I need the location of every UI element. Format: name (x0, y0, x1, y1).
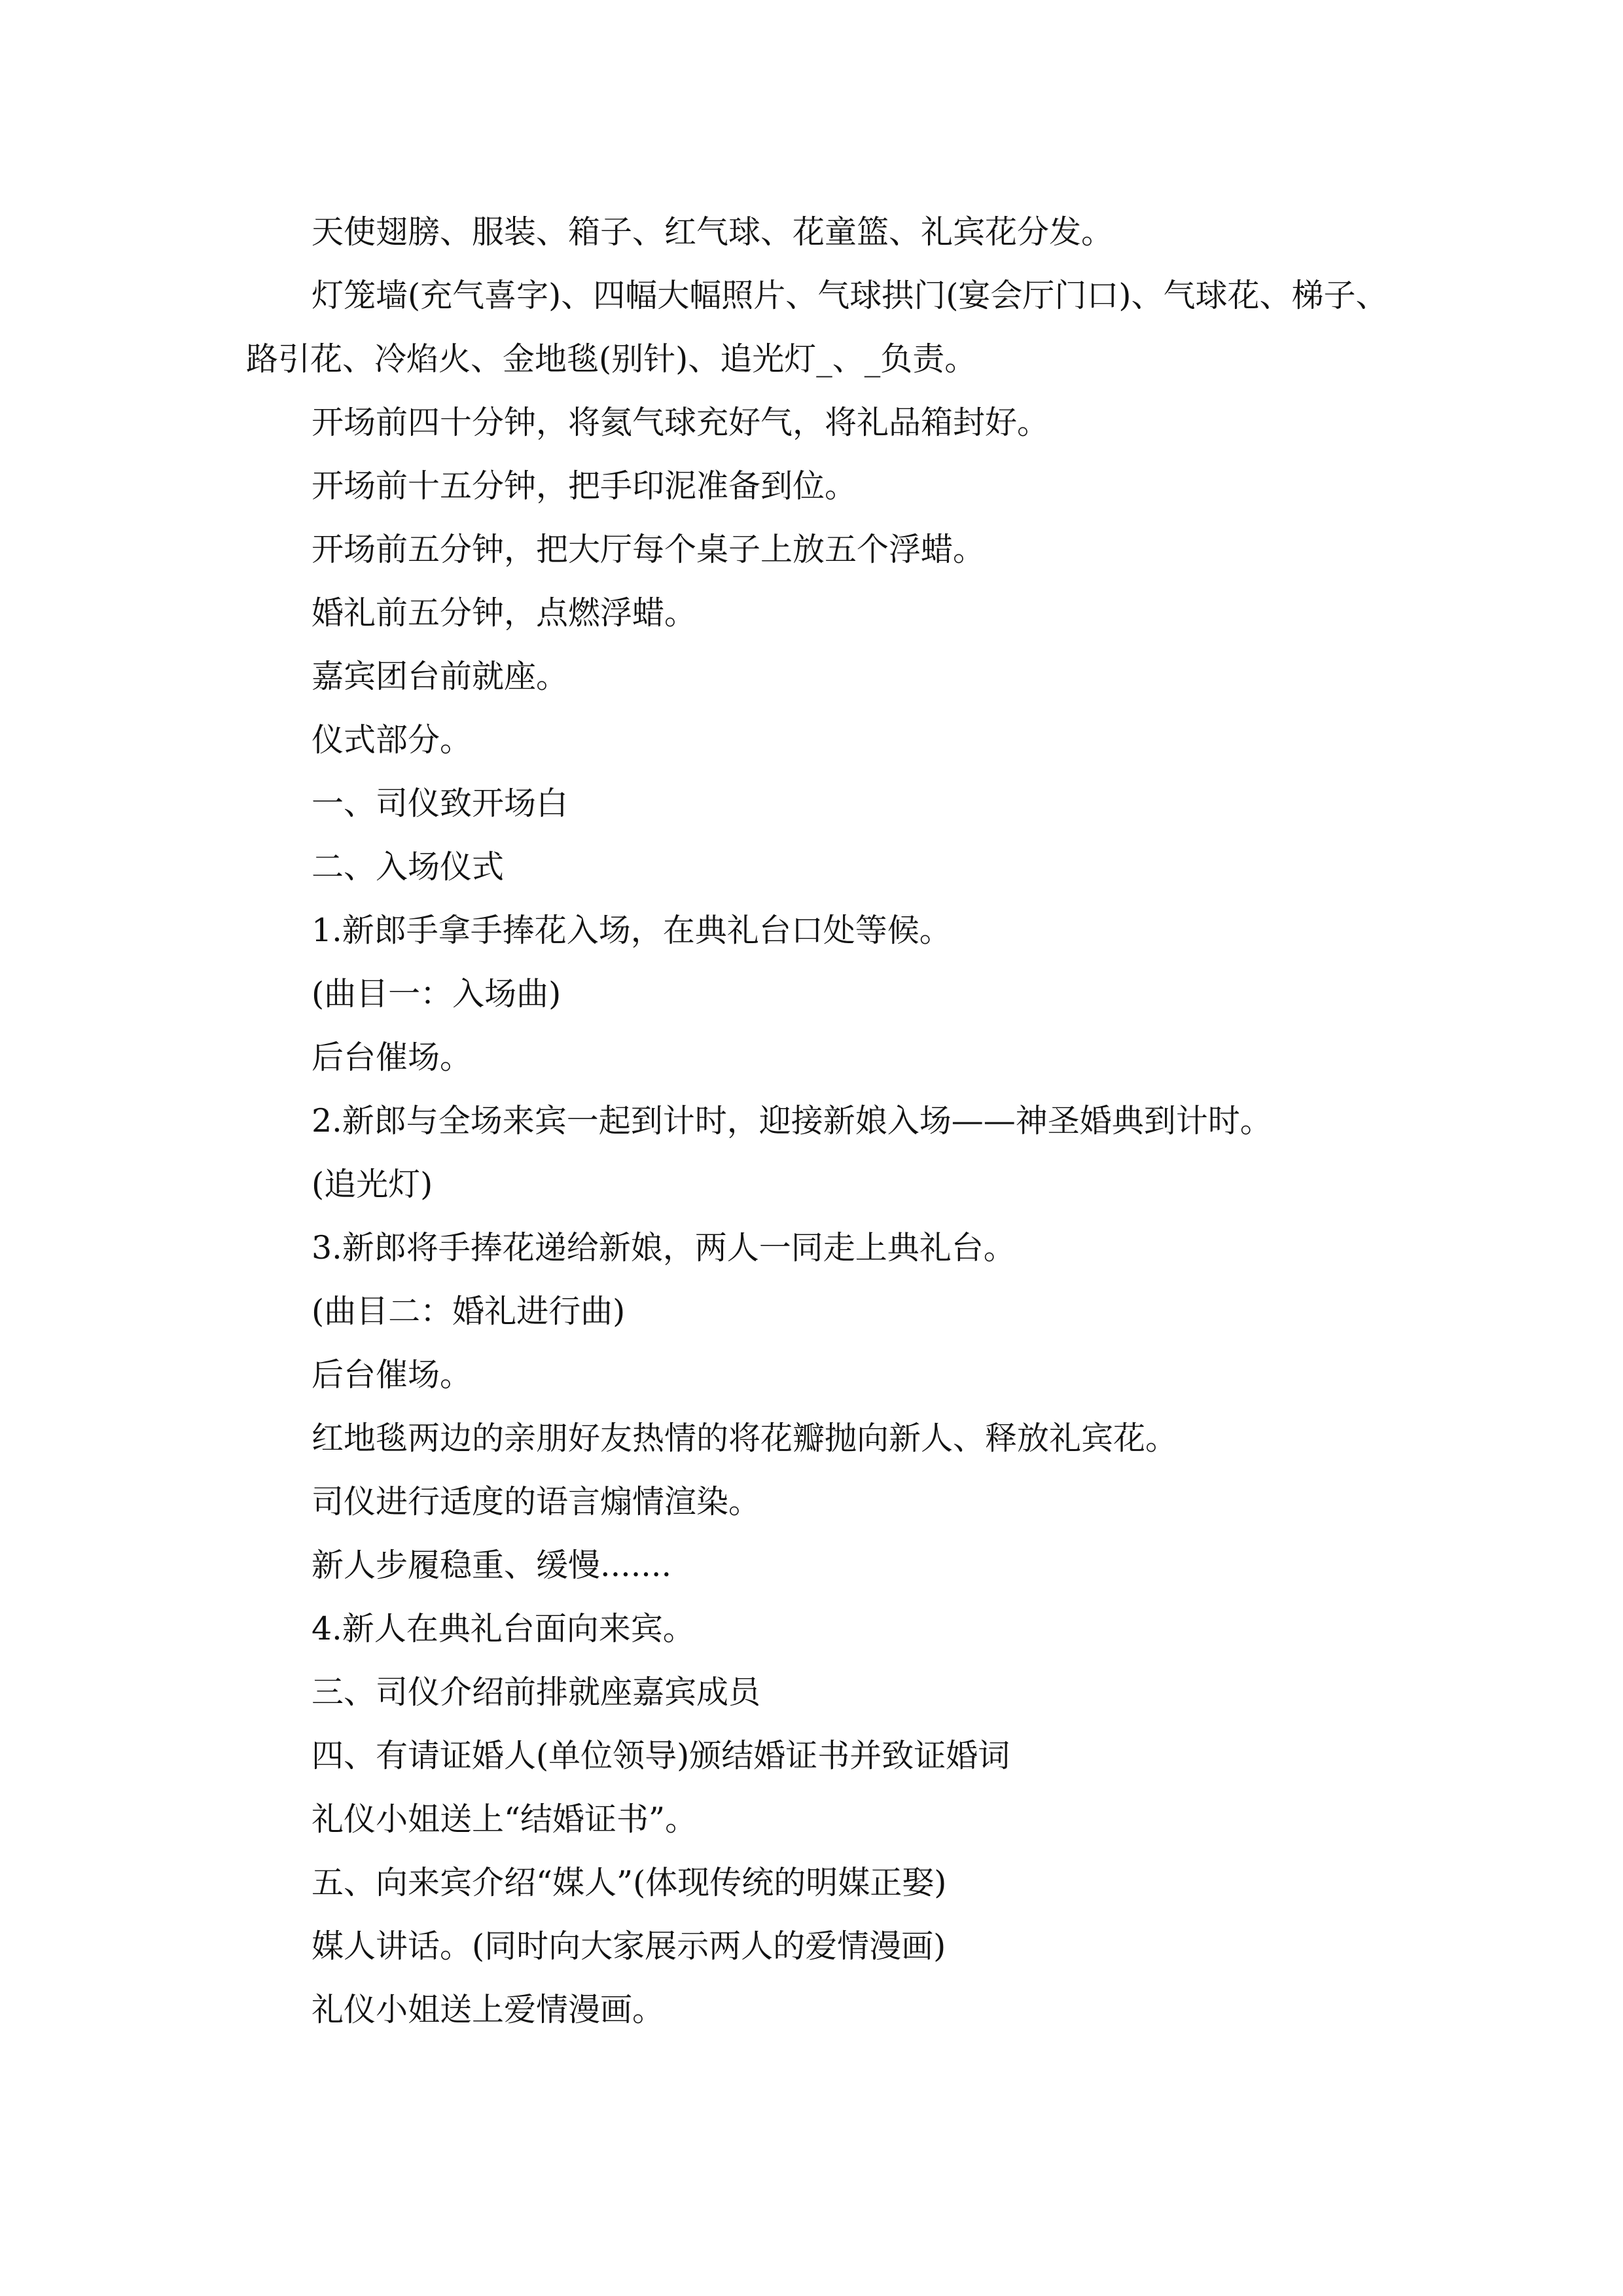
paragraph: 4.新人在典礼台面向来宾。 (312, 1610, 695, 1647)
section-heading: 一、司仪致开场白 (312, 785, 569, 822)
paragraph: 后台催场。 (312, 1356, 473, 1393)
paragraph: (追光灯) (312, 1166, 433, 1203)
paragraph: 开场前四十分钟，将氦气球充好气，将礼品箱封好。 (312, 404, 1050, 441)
paragraph: 开场前五分钟，把大厅每个桌子上放五个浮蜡。 (312, 531, 986, 568)
paragraph: 媒人讲话。(同时向大家展示两人的爱情漫画) (312, 1928, 946, 1965)
document-body (246, 200, 1418, 2041)
paragraph: (曲目二：婚礼进行曲) (312, 1293, 626, 1330)
section-heading: 二、入场仪式 (312, 848, 505, 886)
paragraph: 后台催场。 (312, 1039, 473, 1076)
paragraph: 红地毯两边的亲朋好友热情的将花瓣抛向新人、释放礼宾花。 (312, 1420, 1178, 1457)
paragraph: 天使翅膀、服装、箱子、红气球、花童篮、礼宾花分发。 (312, 213, 1114, 251)
section-heading: 四、有请证婚人(单位领导)颁结婚证书并致证婚词 (312, 1737, 1010, 1774)
paragraph: 礼仪小姐送上“结婚证书”。 (312, 1801, 698, 1838)
paragraph: 礼仪小姐送上爱情漫画。 (312, 1991, 665, 2028)
paragraph: 司仪进行适度的语言煽情渲染。 (312, 1483, 761, 1520)
paragraph: 嘉宾团台前就座。 (312, 658, 569, 695)
paragraph: 新人步履稳重、缓慢....... (312, 1547, 672, 1584)
section-heading: 三、司仪介绍前排就座嘉宾成员 (312, 1674, 761, 1711)
paragraph: 3.新郎将手捧花递给新娘，两人一同走上典礼台。 (312, 1229, 1016, 1266)
paragraph: (曲目一：入场曲) (312, 975, 562, 1013)
section-heading: 五、向来宾介绍“媒人”(体现传统的明媒正娶) (312, 1864, 947, 1901)
paragraph: 2.新郎与全场来宾一起到计时，迎接新娘入场——神圣婚典到计时。 (312, 1102, 1272, 1139)
paragraph: 开场前十五分钟，把手印泥准备到位。 (312, 467, 857, 505)
paragraph: 灯笼墙(充气喜字)、四幅大幅照片、气球拱门(宴会厅门口)、气球花、梯子、路引花、冷焰火、金地毯(别针)、追光灯_、_负责。 (246, 277, 1388, 378)
section-heading: 仪式部分。 (312, 721, 473, 759)
paragraph: 1.新郎手拿手捧花入场，在典礼台口处等候。 (312, 912, 952, 949)
paragraph: 婚礼前五分钟，点燃浮蜡。 (312, 594, 697, 632)
